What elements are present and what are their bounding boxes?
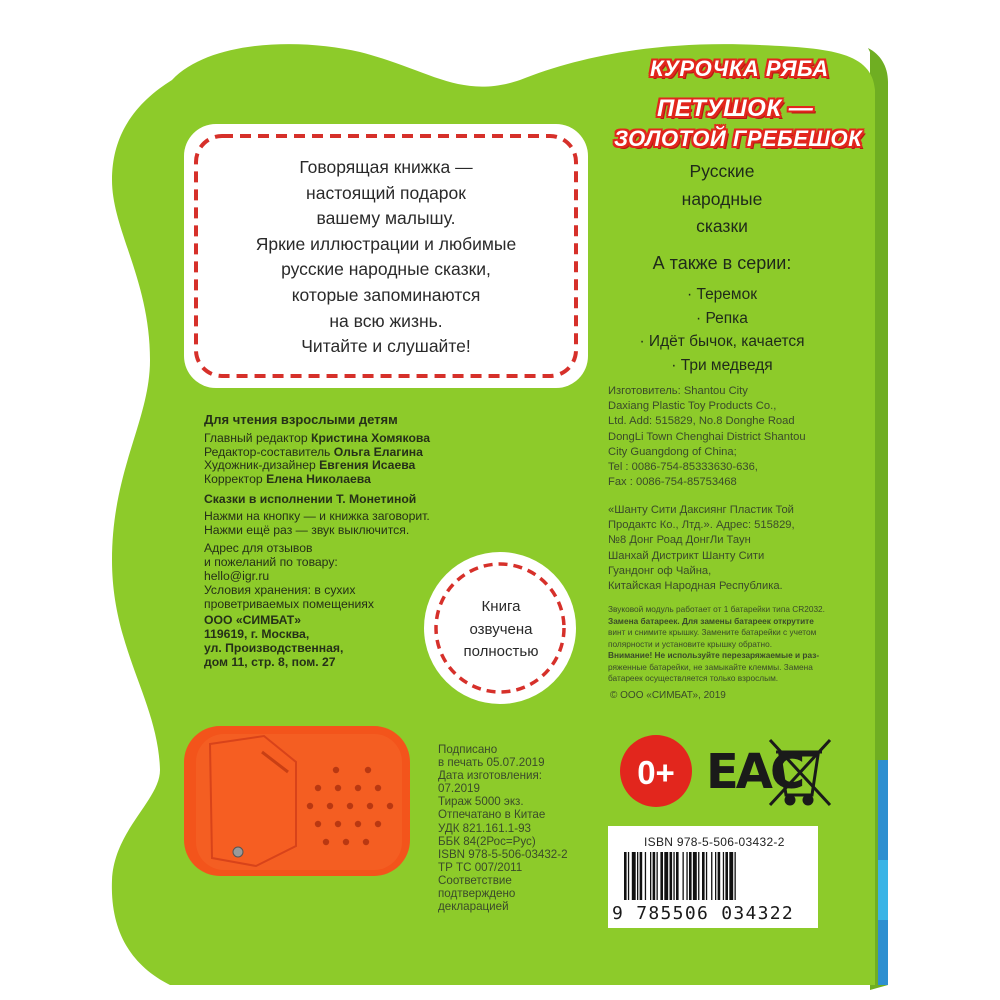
isbn-label: ISBN 978-5-506-03432-2 bbox=[644, 835, 785, 849]
battery-note-line: батареек осуществляется только взрослым. bbox=[608, 673, 779, 683]
barcode-bar bbox=[718, 852, 721, 900]
manufacturer-en-line: DongLi Town Chenghai District Shantou bbox=[608, 430, 806, 443]
publication-line: Подписано bbox=[438, 743, 498, 756]
barcode-bar bbox=[698, 852, 699, 900]
manufacturer-ru-line: «Шанту Сити Даксиянг Пластик Той bbox=[608, 504, 794, 516]
barcode-bar bbox=[645, 852, 646, 900]
manufacturer-ru-line: №8 Донг Роад ДонгЛи Таун bbox=[608, 534, 751, 547]
speaker-hole bbox=[367, 803, 373, 809]
barcode-bar bbox=[715, 852, 716, 900]
company-address-3: дом 11, стр. 8, пом. 27 bbox=[204, 654, 336, 669]
speaker-hole bbox=[387, 803, 393, 809]
speaker-hole bbox=[307, 803, 313, 809]
badge-line: озвучена bbox=[469, 620, 533, 638]
series-heading: А также в серии: bbox=[652, 253, 792, 273]
manufacturer-ru-line: Продактс Ко., Лтд.». Адрес: 515829, bbox=[608, 519, 795, 532]
manufacturer-ru-line: Китайская Народная Республика. bbox=[608, 580, 783, 593]
storage-2: проветриваемых помещениях bbox=[204, 596, 374, 611]
barcode-bar bbox=[725, 852, 728, 900]
publication-line: Дата изготовления: bbox=[438, 769, 542, 783]
barcode-bar bbox=[729, 852, 733, 900]
speaker-hole bbox=[335, 785, 341, 791]
series-list bbox=[612, 283, 832, 377]
barcode-bar bbox=[706, 852, 707, 900]
speaker-hole bbox=[315, 821, 321, 827]
battery-note-line: Звуковой модуль работает от 1 батарейки типа CR2032. bbox=[608, 604, 825, 614]
barcode-bar bbox=[673, 852, 674, 900]
publication-line: Отпечатано в Китае bbox=[438, 808, 546, 822]
speaker-hole bbox=[333, 767, 339, 773]
barcode-bar bbox=[676, 852, 679, 900]
speaker-hole bbox=[315, 785, 321, 791]
manufacturer-ru bbox=[608, 503, 795, 594]
manufacturer-en-line: Fax : 0086-754-85753468 bbox=[608, 476, 737, 489]
barcode-bar bbox=[628, 852, 629, 900]
pitch-line: Говорящая книжка — bbox=[299, 157, 473, 177]
publication-line: УДК 821.161.1-93 bbox=[438, 821, 532, 835]
battery-note-line: Замена батареек. Для замены батареек открутите bbox=[608, 615, 814, 626]
speaker-hole bbox=[323, 839, 329, 845]
manufacturer-en bbox=[608, 384, 806, 490]
publication-line: ISBN 978-5-506-03432-2 bbox=[438, 847, 568, 861]
credit-proofreader: Корректор Елена Николаева bbox=[204, 472, 371, 487]
publication-line: декларацией bbox=[438, 900, 509, 914]
publication-line: 07.2019 bbox=[438, 782, 480, 796]
badge-line: Книга bbox=[481, 598, 521, 615]
barcode-bar bbox=[670, 852, 673, 900]
publication-info bbox=[438, 743, 568, 913]
speaker-hole bbox=[363, 839, 369, 845]
eac-mark: EAC bbox=[706, 744, 803, 800]
battery-note-line: Внимание! Не используйте перезаряжаемые и раз- bbox=[608, 650, 820, 660]
battery-screw bbox=[233, 847, 243, 857]
barcode-bar bbox=[723, 852, 724, 900]
series-item: · Идёт бычок, качается bbox=[639, 333, 805, 350]
pitch-line: на всю жизнь. bbox=[329, 310, 443, 331]
barcode-bar bbox=[640, 852, 643, 900]
subtitle-line: сказки bbox=[696, 216, 748, 236]
battery-note-line: винт и снимите крышку. Замените батарейки с учетом bbox=[608, 627, 817, 637]
feedback-2: и пожеланий по товару: bbox=[204, 555, 338, 570]
barcode-digits: 9 785506 034322 bbox=[612, 903, 795, 924]
barcode-bar bbox=[711, 852, 712, 900]
publication-line: Соответствие bbox=[438, 873, 512, 887]
credit-editor: Главный редактор Кристина Хомякова bbox=[204, 430, 431, 445]
barcode-bar bbox=[664, 852, 668, 900]
spine-color-stripe-2 bbox=[878, 860, 888, 920]
series-item: · Репка bbox=[696, 309, 748, 327]
credit-compiler: Редактор-составитель Ольга Елагина bbox=[204, 444, 423, 459]
publication-line: подтверждено bbox=[438, 887, 516, 901]
company-name: ООО «СИМБАТ» bbox=[204, 613, 302, 628]
company-address-2: ул. Производственная, bbox=[204, 640, 344, 655]
battery-note-line: полярности и установите крышку обратно. bbox=[608, 638, 773, 649]
badge-line: полностью bbox=[463, 643, 539, 660]
credit-artist: Художник-дизайнер Евгения Исаева bbox=[204, 458, 416, 473]
barcode-bar bbox=[693, 852, 697, 900]
credits bbox=[204, 413, 430, 670]
copyright: © ООО «СИМБАТ», 2019 bbox=[610, 690, 726, 701]
age-rating: 0+ bbox=[637, 754, 675, 791]
pitch-line: настоящий подарок bbox=[306, 182, 466, 203]
series-item: · Три медведя bbox=[671, 356, 773, 374]
speaker-hole bbox=[343, 839, 349, 845]
manufacturer-en-line: Ltd. Add: 515829, No.8 Donghe Road bbox=[608, 415, 795, 428]
barcode-bar bbox=[650, 852, 651, 900]
barcode-bar bbox=[683, 852, 684, 900]
speaker-hole bbox=[347, 803, 353, 809]
pitch-line: Яркие иллюстрации и любимые bbox=[255, 233, 517, 254]
badge-text bbox=[436, 596, 566, 664]
speaker-hole bbox=[375, 785, 381, 791]
speaker-hole bbox=[327, 803, 333, 809]
battery-cover bbox=[210, 736, 296, 866]
speaker-hole bbox=[355, 785, 361, 791]
pitch-line: русские народные сказки, bbox=[281, 259, 491, 280]
book-title-3: ЗОЛОТОЙ ГРЕБЕШОК bbox=[614, 126, 863, 151]
barcode-bar bbox=[735, 852, 736, 900]
pitch-line: которые запоминаются bbox=[291, 284, 481, 305]
pitch-line: Читайте и слушайте! bbox=[301, 336, 471, 357]
barcode-bar bbox=[689, 852, 692, 900]
storage-1: Условия хранения: в сухих bbox=[204, 582, 356, 597]
book-title-2: ПЕТУШОК — bbox=[657, 95, 814, 122]
company-address-1: 119619, г. Москва, bbox=[204, 627, 310, 642]
subtitle-line: народные bbox=[681, 188, 763, 209]
manufacturer-ru-line: Шанхай Дистрикт Шанту Сити bbox=[608, 549, 765, 562]
battery-note-line: ряженные батарейки, не замыкайте клеммы. Замена bbox=[608, 661, 813, 672]
publication-line: Тираж 5000 экз. bbox=[438, 795, 524, 809]
subtitle bbox=[612, 158, 832, 241]
instruction-1: Нажми на кнопку — и книжка заговорит. bbox=[204, 508, 430, 523]
subtitle-line: Русские bbox=[689, 161, 755, 181]
pitch-text bbox=[205, 155, 567, 360]
barcode-bar bbox=[660, 852, 663, 900]
speaker-hole bbox=[375, 821, 381, 827]
barcode-bar bbox=[632, 852, 636, 900]
publication-line: в печать 05.07.2019 bbox=[438, 756, 545, 770]
barcode-bar bbox=[624, 852, 627, 900]
feedback-email: hello@igr.ru bbox=[204, 568, 270, 583]
manufacturer-en-line: Изготовитель: Shantou City bbox=[608, 385, 748, 397]
instruction-2: Нажми ещё раз — звук выключится. bbox=[204, 522, 410, 537]
manufacturer-en-line: Daxiang Plastic Toy Products Co., bbox=[608, 400, 777, 413]
manufacturer-ru-line: Гуандонг оф Чайна, bbox=[608, 564, 712, 577]
publication-line: ББК 84(2Рос=Рус) bbox=[438, 834, 536, 848]
barcode-bar bbox=[702, 852, 705, 900]
series-item: · Теремок bbox=[687, 286, 757, 303]
pitch-line: вашему малышу. bbox=[316, 208, 456, 229]
barcode-bar bbox=[657, 852, 658, 900]
manufacturer-en-line: City Guangdong of China; bbox=[608, 445, 737, 458]
feedback-1: Адрес для отзывов bbox=[204, 541, 313, 556]
battery-note bbox=[608, 604, 825, 685]
performed-by: Сказки в исполнении Т. Монетиной bbox=[204, 491, 417, 506]
manufacturer-en-line: Tel : 0086-754-85333630-636, bbox=[608, 461, 758, 474]
speaker-hole bbox=[355, 821, 361, 827]
speaker-hole bbox=[335, 821, 341, 827]
barcode-bar bbox=[637, 852, 638, 900]
barcode-bar bbox=[686, 852, 687, 900]
publication-line: ТР ТС 007/2011 bbox=[438, 860, 523, 874]
book-title-1: КУРОЧКА РЯБА bbox=[650, 56, 829, 81]
audience: Для чтения взрослыми детям bbox=[204, 412, 398, 427]
speaker-hole bbox=[365, 767, 371, 773]
barcode-bar bbox=[653, 852, 656, 900]
